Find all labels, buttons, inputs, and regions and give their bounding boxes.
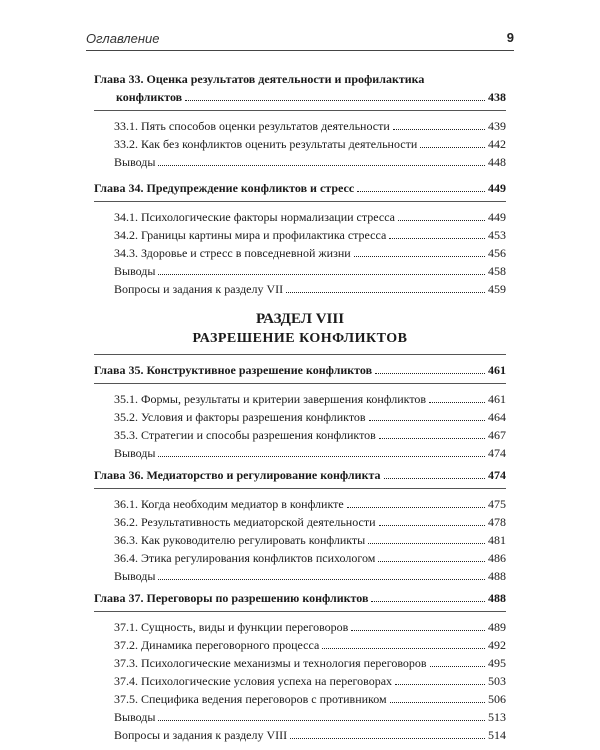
toc-entry [94, 726, 506, 744]
dot-leader [398, 219, 485, 221]
chapter-34 [94, 179, 506, 298]
entry-title: 36.2. Результативность медиаторской деятельности [114, 515, 376, 529]
dot-leader [347, 506, 485, 508]
entry-page: 506 [488, 692, 506, 706]
chapter-title: Глава 36. Медиаторство и регулирование конфликта [94, 468, 381, 482]
entry-page: 492 [488, 638, 506, 652]
section-label: РАЗДЕЛ VIII [255, 311, 345, 327]
entry-page: 495 [488, 656, 506, 670]
chapter-title: Глава 37. Переговоры по разрешению конфликтов [94, 591, 369, 605]
dot-leader [185, 99, 485, 101]
entry-page: 464 [488, 410, 506, 424]
chapter-page: 461 [488, 363, 506, 377]
entry-title: 33.1. Пять способов оценки результатов деятельности [114, 119, 390, 133]
running-header [86, 28, 514, 51]
entry-title: 36.1. Когда необходим медиатор в конфликте [114, 497, 344, 511]
entry-page: 488 [488, 569, 506, 583]
dot-leader [375, 372, 485, 374]
entry-page: 474 [488, 446, 506, 460]
dot-leader [430, 665, 485, 667]
chapter-page: 474 [488, 468, 506, 482]
toc-entry [94, 690, 506, 708]
toc-entry [94, 153, 506, 171]
entry-page: 503 [488, 674, 506, 688]
chapter-title: Глава 33. Оценка результатов деятельности и профилактика [94, 72, 425, 86]
separator-line [94, 354, 506, 355]
entry-page: 481 [488, 533, 506, 547]
dot-leader [368, 542, 485, 544]
entry-page: 475 [488, 497, 506, 511]
entry-title: 36.4. Этика регулирования конфликтов психологом [114, 551, 376, 565]
separator-line [94, 611, 506, 612]
dot-leader [393, 128, 485, 130]
dot-leader [429, 401, 485, 403]
toc-entry [94, 618, 506, 636]
entry-page: 489 [488, 620, 506, 634]
entry-title: 34.1. Психологические факторы нормализации стресса [114, 210, 396, 224]
entry-page: 467 [488, 428, 506, 442]
dot-leader [378, 560, 485, 562]
entry-page: 449 [488, 210, 506, 224]
chapter-page: 449 [488, 181, 506, 195]
toc-entry [94, 244, 506, 262]
entry-title: Вопросы и задания к разделу VII [114, 282, 284, 296]
dot-leader [395, 683, 485, 685]
toc-entry [94, 262, 506, 280]
dot-leader [371, 600, 485, 602]
dot-leader [384, 477, 485, 479]
toc-entry [94, 135, 506, 153]
dot-leader [158, 455, 485, 457]
table-of-contents [94, 70, 506, 744]
separator-line [94, 110, 506, 111]
dot-leader [351, 629, 485, 631]
toc-entry [94, 444, 506, 462]
section-title: РАЗРЕШЕНИЕ КОНФЛИКТОВ [192, 331, 408, 346]
toc-entry [94, 636, 506, 654]
entry-title: 35.2. Условия и факторы разрешения конфликтов [114, 410, 366, 424]
dot-leader [290, 737, 485, 739]
toc-entry [94, 408, 506, 426]
dot-leader [390, 701, 485, 703]
toc-entry [94, 531, 506, 549]
chapter-33 [94, 70, 506, 171]
dot-leader [158, 164, 485, 166]
toc-entry [94, 495, 506, 513]
separator-line [94, 201, 506, 202]
entry-page: 448 [488, 155, 506, 169]
entry-title: 36.3. Как руководителю регулировать конфликты [114, 533, 366, 547]
entry-title: 35.3. Стратегии и способы разрешения конфликтов [114, 428, 376, 442]
dot-leader [158, 273, 485, 275]
entry-title: 37.1. Сущность, виды и функции переговоров [114, 620, 349, 634]
toc-entry [94, 208, 506, 226]
entry-page: 456 [488, 246, 506, 260]
entry-title: 33.2. Как без конфликтов оценить результаты деятельности [114, 137, 418, 151]
chapter-heading [94, 179, 506, 197]
page-number: 9 [506, 30, 514, 45]
toc-entry [94, 513, 506, 531]
dot-leader [369, 419, 485, 421]
separator-line [94, 488, 506, 489]
chapter-heading [94, 361, 506, 379]
entry-title: Выводы [114, 264, 156, 278]
toc-entry [94, 226, 506, 244]
separator-line [94, 383, 506, 384]
chapter-36 [94, 466, 506, 585]
entry-page: 513 [488, 710, 506, 724]
toc-entry [94, 708, 506, 726]
dot-leader [158, 578, 485, 580]
dot-leader [158, 719, 485, 721]
toc-entry [94, 390, 506, 408]
dot-leader [354, 255, 485, 257]
entry-title: 37.2. Динамика переговорного процесса [114, 638, 320, 652]
chapter-page: 488 [488, 591, 506, 605]
chapter-35 [94, 354, 506, 462]
running-header-title: Оглавление [86, 31, 160, 46]
entry-title: Выводы [114, 710, 156, 724]
dot-leader [322, 647, 485, 649]
chapter-heading [94, 589, 506, 607]
entry-title: 35.1. Формы, результаты и критерии завершения конфликтов [114, 392, 427, 406]
entry-title: 37.3. Психологические механизмы и технология переговоров [114, 656, 427, 670]
chapter-title-continued [94, 88, 506, 106]
dot-leader [379, 524, 485, 526]
entry-title: 37.4. Психологические условия успеха на переговорах [114, 674, 393, 688]
entry-title: Выводы [114, 446, 156, 460]
entry-title: 37.5. Специфика ведения переговоров с противником [114, 692, 387, 706]
chapter-heading [94, 466, 506, 484]
entry-page: 458 [488, 264, 506, 278]
entry-page: 442 [488, 137, 506, 151]
chapter-page: 438 [488, 90, 506, 104]
entry-page: 486 [488, 551, 506, 565]
toc-entry [94, 280, 506, 298]
entry-title: Выводы [114, 569, 156, 583]
entry-title: 34.2. Границы картины мира и профилактика стресса [114, 228, 387, 242]
chapter-title-line2: конфликтов [116, 90, 183, 104]
entry-page: 439 [488, 119, 506, 133]
dot-leader [420, 146, 485, 148]
toc-entry [94, 117, 506, 135]
chapter-title: Глава 35. Конструктивное разрешение конфликтов [94, 363, 373, 377]
entry-page: 459 [488, 282, 506, 296]
section-heading [94, 310, 506, 348]
chapter-title: Глава 34. Предупреждение конфликтов и стресс [94, 181, 355, 195]
entry-title: Вопросы и задания к разделу VIII [114, 728, 288, 742]
dot-leader [286, 291, 485, 293]
entry-page: 514 [488, 728, 506, 742]
entry-title: 34.3. Здоровье и стресс в повседневной жизни [114, 246, 351, 260]
entry-page: 461 [488, 392, 506, 406]
toc-entry [94, 549, 506, 567]
entry-page: 478 [488, 515, 506, 529]
toc-entry [94, 426, 506, 444]
dot-leader [379, 437, 485, 439]
dot-leader [357, 190, 485, 192]
entry-page: 453 [488, 228, 506, 242]
entry-title: Выводы [114, 155, 156, 169]
toc-entry [94, 672, 506, 690]
toc-entry [94, 654, 506, 672]
dot-leader [389, 237, 485, 239]
chapter-37 [94, 589, 506, 744]
toc-entry [94, 567, 506, 585]
